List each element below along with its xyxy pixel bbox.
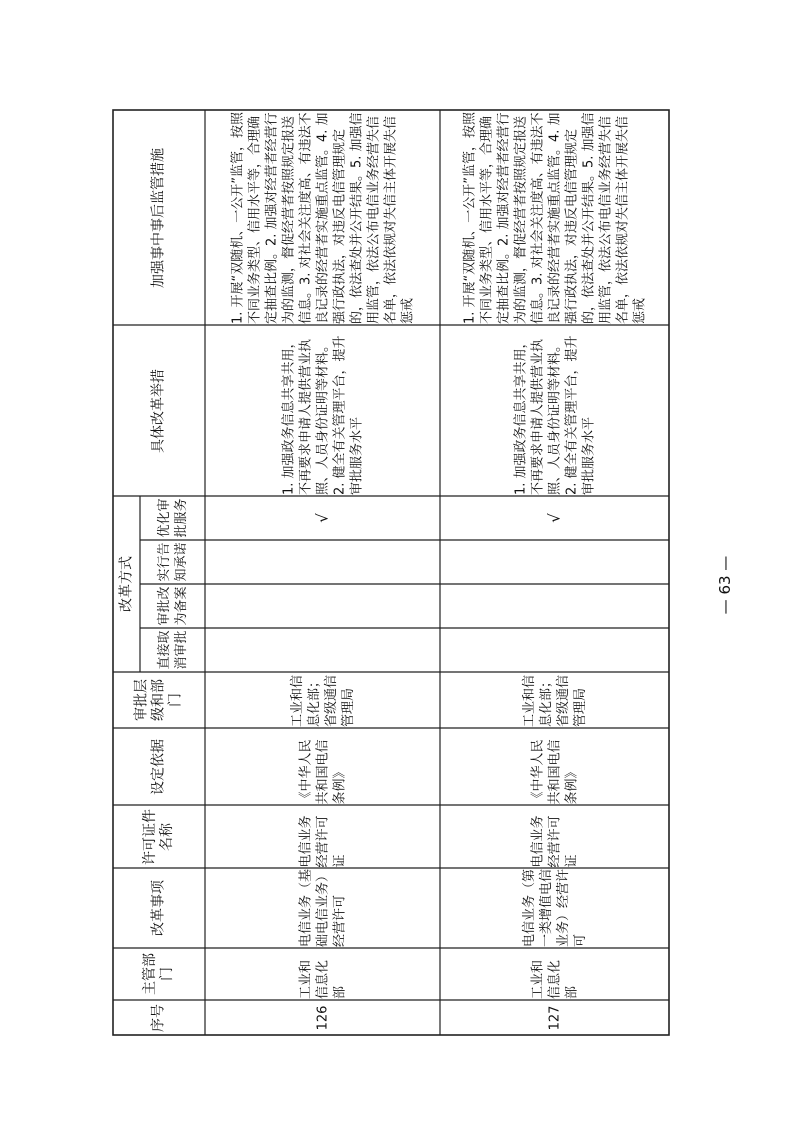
header-mode-promise-cell: [140, 540, 205, 584]
row-126-seq-cell: [205, 1000, 440, 1035]
row-126-optimize-cell: [205, 496, 440, 540]
header-mode: 改革方式: [118, 556, 134, 612]
header-measures-cell: [113, 325, 205, 496]
row-127-supervision-cell: [440, 110, 669, 325]
row-127-level-cell: [440, 672, 669, 728]
row-basis: 《中华人民共和国电信条例》: [298, 738, 347, 804]
row-measures: 1. 加强政务信息共享共用，不再要求申请人提供营业执照、人员身份证明等材料。2. 健全有关管理平台，提升审批服务水平: [513, 334, 596, 495]
header-supervision-cell: [113, 110, 205, 325]
row-126-license-cell: [205, 805, 440, 868]
header-mode-filing-cell: [140, 584, 205, 628]
row-item: 电信业务（第一类增值电信业务）经营许可: [521, 868, 588, 947]
header-license: 许可证件名称: [142, 808, 175, 865]
row-126-supervision-cell: [205, 110, 440, 325]
header-seq-cell: [113, 1000, 205, 1035]
row-license: 电信业务经营许可证: [530, 814, 579, 867]
row-127-dept-cell: [440, 948, 669, 1000]
row-seq: 127: [547, 1005, 562, 1030]
header-measures: 具体改革举措: [150, 368, 167, 453]
header-dept-cell: [113, 948, 205, 1000]
row-127-basis-cell: [440, 728, 669, 805]
row-license: 电信业务经营许可证: [298, 814, 347, 867]
row-127-measures-cell: [440, 325, 669, 496]
header-mode-cell: [113, 496, 140, 672]
header-license-cell: [113, 805, 205, 868]
check-mark: √: [313, 513, 331, 523]
header-dept: 主管部门: [142, 953, 175, 995]
row-127-seq-cell: [440, 1000, 669, 1035]
row-level: 工业和信息化部；省级通信管理局: [289, 674, 356, 727]
header-level-cell: [113, 672, 205, 728]
check-mark: √: [545, 513, 563, 523]
header-seq: 序号: [150, 1003, 167, 1032]
row-dept: 工业和信息化部: [298, 959, 347, 999]
header-mode-optimize: 优化审批服务: [156, 498, 189, 538]
row-basis: 《中华人民共和国电信条例》: [530, 738, 579, 804]
row-dept: 工业和信息化部: [530, 959, 579, 999]
row-126-measures-cell: [205, 325, 440, 496]
header-item-cell: [113, 868, 205, 948]
header-item: 改革事项: [150, 880, 167, 936]
header-mode-cancel-cell: [140, 628, 205, 672]
row-item: 电信业务（基础电信业务）经营许可: [298, 868, 347, 947]
row-126-item-cell: [205, 868, 440, 948]
row-127-license-cell: [440, 805, 669, 868]
page-number: — 63 —: [716, 555, 734, 615]
row-126-basis-cell: [205, 728, 440, 805]
header-mode-optimize-cell: [140, 496, 205, 540]
row-measures: 1. 加强政务信息共享共用，不再要求申请人提供营业执照、人员身份证明等材料。2. 健全有关管理平台，提升审批服务水平: [281, 334, 364, 495]
header-level: 审批层级和部门: [133, 679, 184, 721]
header-basis: 设定依据: [150, 738, 167, 795]
row-127-item-cell: [440, 868, 669, 948]
row-126-level-cell: [205, 672, 440, 728]
row-supervision: 1. 开展“双随机、一公开”监管，按照不同业务类型、信用水平等，合理确定抽查比例。2. 加强对经营者经营行为的监测，督促经营者按照规定报送信息。3. 对社会关注度高、有违法不良记录的经营者实施重点监管。4. 加强行政执法，对违反电信管理规定的，依法查处并公开结果。5. 加强信用监管，依法公布电信业务经营失信名单，依法依规对失信主体开展失信惩戒: [462, 111, 647, 324]
row-supervision: 1. 开展“双随机、一公开”监管，按照不同业务类型、信用水平等，合理确定抽查比例。2. 加强对经营者经营行为的监测，督促经营者按照规定报送信息。3. 对社会关注度高、有违法不良记录的经营者实施重点监管。4. 加强行政执法，对违反电信管理规定的，依法查处并公开结果。5. 加强信用监管，依法公布电信业务经营失信名单，依法依规对失信主体开展失信惩戒: [230, 111, 415, 324]
header-mode-filing: 审批改为备案: [156, 586, 189, 626]
page-number-cell: [705, 540, 745, 630]
row-level: 工业和信息化部；省级通信管理局: [521, 674, 588, 727]
row-seq: 126: [315, 1005, 330, 1030]
row-126-dept-cell: [205, 948, 440, 1000]
header-mode-promise: 实行告知承诺: [156, 542, 189, 582]
header-supervision: 加强事中事后监管措施: [150, 147, 167, 288]
header-basis-cell: [113, 728, 205, 805]
header-mode-cancel: 直接取消审批: [156, 630, 189, 670]
row-127-optimize-cell: [440, 496, 669, 540]
